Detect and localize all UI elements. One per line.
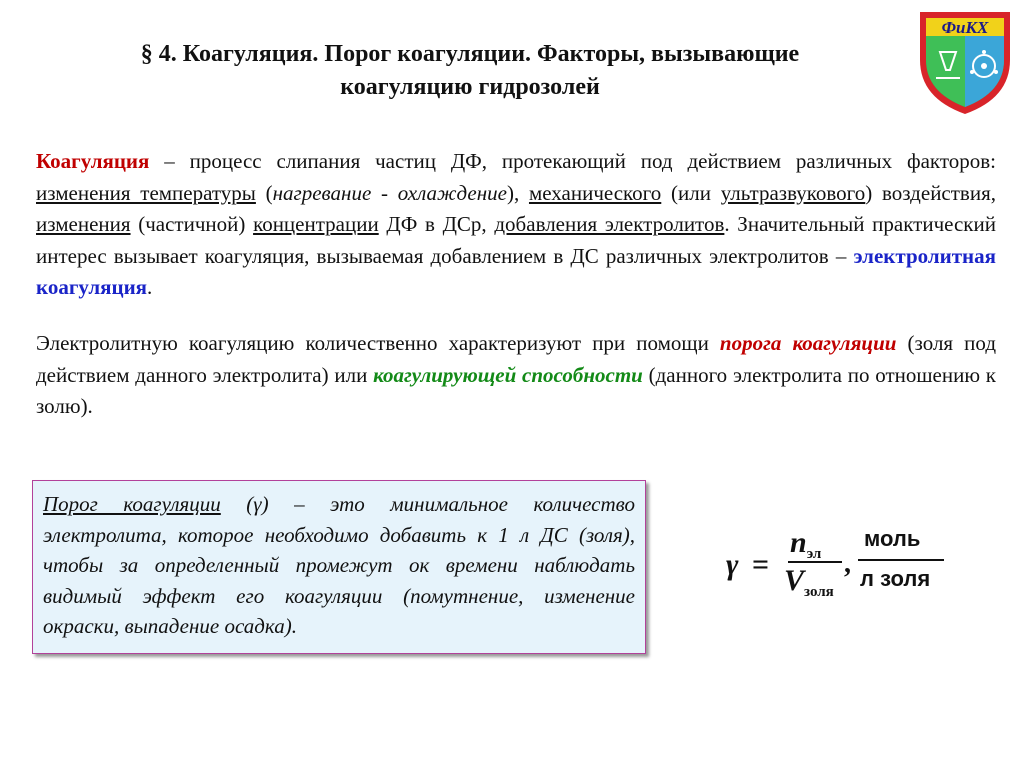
faculty-shield-emblem <box>916 8 1014 116</box>
term-electrolyte-coagulation: электролитная коагуляция <box>36 243 996 299</box>
formula-comma: , <box>844 548 851 579</box>
coagulation-definition-paragraph <box>36 146 996 304</box>
term-coagulation: Коагуляция <box>36 149 150 173</box>
text-span: (или <box>661 180 721 205</box>
factor-electrolytes: добавления электролитов <box>494 212 725 236</box>
factor-change: изменения <box>36 212 131 236</box>
logo-text: ФиКХ <box>941 18 989 37</box>
factor-mechanical: механического <box>528 180 662 205</box>
text-span: . Значительный практический интерес вызывает коагуляция, вызываемая добавлением в ДС различных электролитов – <box>36 212 996 268</box>
text-span: – процесс слипания частиц ДФ, протекающий под действием различных факторов: <box>149 149 996 173</box>
threshold-formula <box>722 520 962 600</box>
unit-numerator: моль <box>864 526 921 551</box>
n-letter: n <box>790 526 807 559</box>
text-span: (золя под действием данного электролита) или <box>36 331 997 387</box>
text-span: ) – это минимальное количество электролита, которое необходимо добавить к 1 л ДС (золя), чтобы за определенный промежут ок времени наблюдать видимый эффект его коагуляции (помутнение, изменение окраски, выпадение осадка). <box>43 492 636 638</box>
factor-ultrasonic: ультразвукового <box>720 180 866 205</box>
title-line-2: коагуляцию гидрозолей <box>340 74 600 100</box>
term-coagulating-ability: коагулирующей способности <box>373 362 643 387</box>
text-span: ), <box>507 180 529 205</box>
formula-numerator <box>790 526 822 562</box>
heating-cooling: нагревание - охлаждение <box>272 180 507 205</box>
threshold-definition-box <box>32 480 646 654</box>
text-span: ( <box>220 492 254 516</box>
text-span: . <box>147 275 153 299</box>
unit-denominator: л золя <box>860 566 931 591</box>
text-span: (данного электролита по отношению к золю). <box>36 362 997 418</box>
definition-term: Порог коагуляции <box>43 492 221 516</box>
v-subscript: золя <box>804 584 834 600</box>
quantitative-paragraph <box>36 328 996 423</box>
text-span: ДФ в ДСр, <box>378 212 495 236</box>
n-subscript: эл <box>806 546 822 562</box>
formula-equals: = <box>752 548 770 581</box>
term-threshold: порога коагуляции <box>719 331 897 355</box>
formula-gamma: γ <box>726 548 739 581</box>
v-letter: V <box>784 564 805 597</box>
title-line-1: § 4. Коагуляция. Порог коагуляции. Факторы, вызывающие <box>140 41 800 67</box>
text-span: (частичной) <box>130 212 254 236</box>
gamma-symbol: γ <box>253 492 262 516</box>
factor-temperature: изменения температуры <box>36 180 256 205</box>
text-span: Электролитную коагуляцию количественно характеризуют при помощи <box>36 331 720 355</box>
text-span: ( <box>255 180 273 205</box>
formula-denominator <box>784 564 834 600</box>
text-span: ) воздействия, <box>865 180 996 205</box>
page-title <box>40 38 900 104</box>
factor-concentration: концентрации <box>253 212 379 236</box>
